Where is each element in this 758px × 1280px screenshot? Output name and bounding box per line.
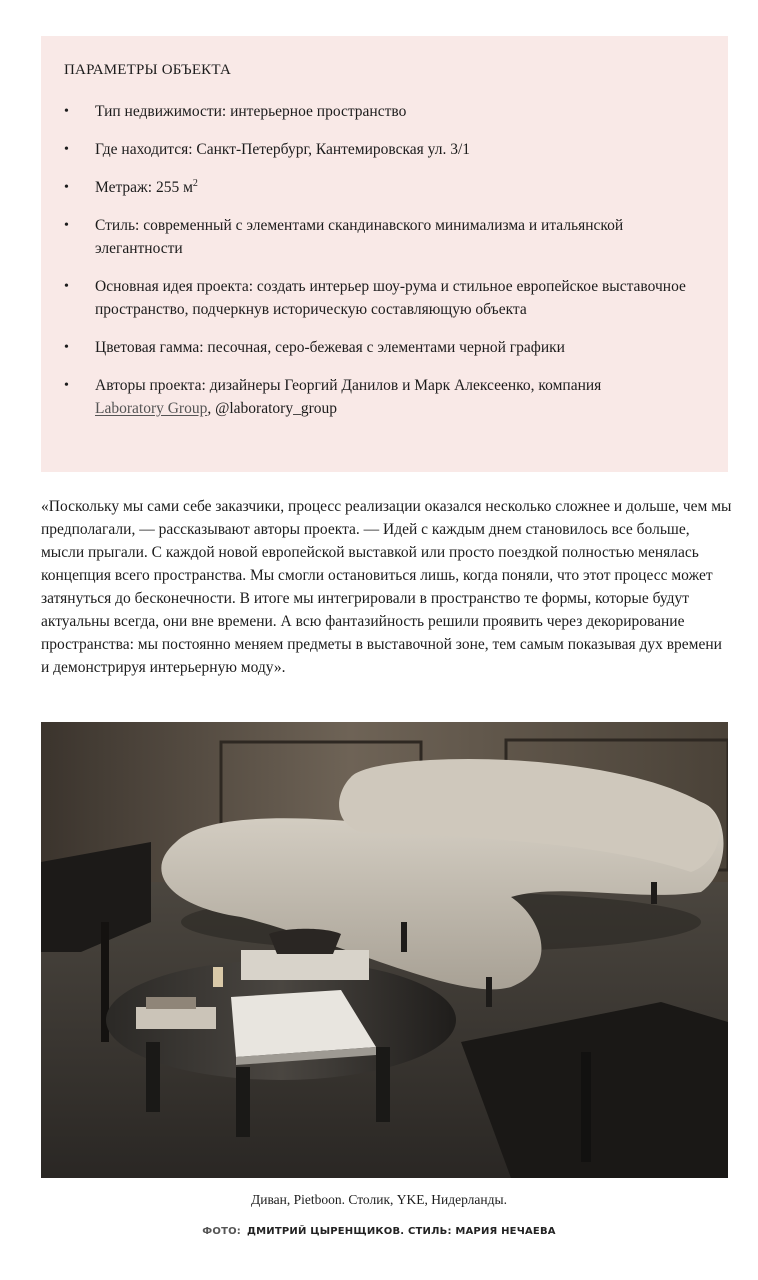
bullet-icon: • xyxy=(64,340,69,355)
bullet-icon: • xyxy=(64,104,69,119)
bullet-icon: • xyxy=(64,180,69,195)
param-item: • Стиль: современный с элементами скандинавского минимализма и итальянской элегантности xyxy=(64,214,706,260)
credit-label: ФОТО: xyxy=(202,1226,242,1237)
param-item: • Основная идея проекта: создать интерьер шоу-рума и стильное европейское выставочное пространство, подчеркнув историческую составляющую объекта xyxy=(64,275,706,321)
param-item: • Авторы проекта: дизайнеры Георгий Данилов и Марк Алексеенко, компания Laboratory Group, @laboratory_group xyxy=(64,374,706,420)
param-item: • Где находится: Санкт-Петербург, Кантемировская ул. 3/1 xyxy=(64,138,706,161)
laboratory-group-link[interactable]: Laboratory Group xyxy=(95,400,208,417)
bullet-icon: • xyxy=(64,378,69,393)
credit-text: ДМИТРИЙ ЦЫРЕНЩИКОВ. СТИЛЬ: МАРИЯ НЕЧАЕВА xyxy=(247,1226,556,1237)
bullet-icon: • xyxy=(64,142,69,157)
interior-photo xyxy=(41,722,728,1178)
params-list xyxy=(64,100,706,420)
param-item: • Цветовая гамма: песочная, серо-бежевая с элементами черной графики xyxy=(64,336,706,359)
params-title: ПАРАМЕТРЫ ОБЪЕКТА xyxy=(64,62,232,78)
bullet-icon: • xyxy=(64,279,69,294)
sofa-photo-illustration xyxy=(41,722,728,1178)
bullet-icon: • xyxy=(64,218,69,233)
photo-caption: Диван, Pietboon. Столик, YKE, Нидерланды. xyxy=(251,1192,507,1207)
project-parameters-box xyxy=(41,36,728,472)
photo-credit xyxy=(0,1224,758,1240)
superscript: 2 xyxy=(192,177,198,189)
param-item: • Метраж: 255 $м^2$ xyxy=(64,176,706,199)
param-item: • Тип недвижимости: интерьерное пространство xyxy=(64,100,706,123)
quote-paragraph: «Поскольку мы сами себе заказчики, процесс реализации оказался несколько сложнее и дольше, чем мы предполагали, — рассказывают авторы проекта. — Идей с каждым днем становилось все больше, мысли прыгали. С каждой новой европейской выставкой или просто поездкой полностью менялась концепция всего пространства. Мы смогли остановиться лишь, когда поняли, что этот процесс может затянуться до бесконечности. В итоге мы интегрировали в пространство те формы, которые будут актуальны всегда, они вне времени. А всю фантазийность решили проявить через декорирование пространства: мы постоянно меняем предметы в выставочной зоне, тем самым показывая дух времени и демонстрируя интерьерную моду». xyxy=(41,498,732,676)
